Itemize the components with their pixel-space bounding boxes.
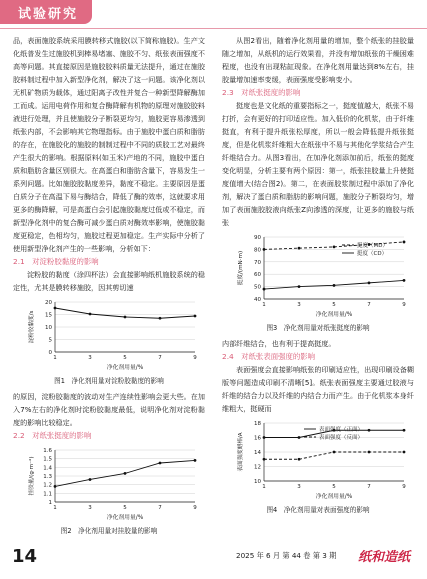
x-axis-label: 净化剂用量/%	[315, 312, 353, 318]
section-tab	[0, 0, 92, 24]
x-tick-label: 9	[193, 505, 197, 511]
data-point	[263, 248, 266, 251]
data-point	[333, 284, 336, 287]
issue-info: 2025 年 6 月 第 44 卷 第 3 期	[236, 551, 337, 560]
y-axis-label: 挂胶量/(g·m⁻²)	[29, 456, 35, 496]
x-tick-label: 3	[88, 355, 92, 361]
y-tick-label: 15	[45, 312, 52, 319]
y-tick-label: 60	[254, 272, 261, 279]
left-paragraph-3: 的原因，淀粉胶黏度的波动对生产连续性影响会更大些。在加入7%左右的净化剂时淀粉胶黏度最低，说明净化剂对淀粉黏度的影响比较稳定。	[13, 392, 205, 427]
y-tick-label: 40	[254, 297, 261, 303]
data-point	[403, 241, 406, 244]
x-tick-label: 7	[367, 484, 371, 490]
y-tick-label: 20	[45, 300, 52, 306]
x-axis-label: 净化剂用量/%	[315, 494, 353, 500]
x-tick-label: 9	[402, 302, 406, 308]
y-tick-label: 12	[254, 464, 261, 471]
x-tick-label: 7	[158, 505, 162, 511]
data-point	[54, 307, 57, 310]
x-tick-label: 9	[402, 484, 406, 490]
x-tick-label: 7	[158, 355, 162, 361]
page-footer	[0, 540, 427, 579]
y-tick-label: 1.2	[43, 482, 52, 489]
right-column	[222, 34, 414, 519]
legend-label: 表面强度（反面）	[319, 435, 364, 441]
left-column	[13, 34, 205, 540]
y-tick-label: 5	[48, 337, 52, 344]
y-tick-label: 10	[254, 479, 261, 485]
y-tick-label: 90	[254, 235, 261, 241]
section-title: 试验研究	[18, 7, 79, 22]
left-paragraph-2: 淀粉胶的黏度（涂四杯法）会直接影响纸机施胶系统的稳定性，尤其是膜转移施胶，因其剪切速	[13, 270, 205, 292]
chart-coating-weight	[13, 444, 205, 522]
figure-4-caption: 图4 净化剂用量对表面强度的影响	[266, 506, 370, 514]
figure-2-caption: 图2 净化剂用量对挂胶量的影响	[60, 527, 158, 535]
y-axis-label: 挺度/(mN·m)	[238, 250, 244, 286]
data-point	[194, 459, 197, 462]
heading-2-4: 2.4 对纸张表面强度的影响	[222, 352, 316, 361]
data-point	[298, 285, 301, 288]
x-axis-label: 净化剂用量/%	[106, 515, 144, 521]
y-tick-label: 1.1	[43, 491, 52, 498]
x-tick-label: 5	[332, 484, 336, 490]
data-point	[403, 451, 406, 454]
data-point	[54, 485, 57, 488]
right-paragraph-3: 内部纤维结合，也有利于提高挺度。	[222, 339, 336, 348]
x-tick-label: 5	[123, 355, 127, 361]
data-point	[333, 451, 336, 454]
chart-stiffness	[222, 231, 414, 319]
data-point	[368, 281, 371, 284]
figure-1-caption: 图1 净化剂用量对淀粉胶黏度的影响	[54, 377, 164, 385]
data-point	[298, 247, 301, 250]
legend-label: 表面强度（正面）	[319, 427, 364, 433]
data-point	[89, 313, 92, 316]
y-tick-label: 50	[254, 284, 261, 291]
journal-logo: 纸和造纸	[358, 550, 411, 565]
data-point	[124, 472, 127, 475]
x-tick-label: 5	[123, 505, 127, 511]
data-point	[333, 246, 336, 249]
legend-label: 挺度（MD）	[357, 243, 388, 249]
y-tick-label: 70	[254, 259, 261, 266]
data-point	[263, 288, 266, 291]
heading-2-1: 2.1 对淀粉胶黏度的影响	[13, 257, 99, 266]
figure-4	[222, 417, 414, 516]
left-paragraph-1: 品，表面施胶系统采用膜转移式施胶(以下简称施胶)。生产文化纸普发生过施胶机到棒易堵塞、施胶不匀、纸张表面强度不高等问题。其直接原因是施胶胶料质量无法提升，通过在施胶胶料制过程中加入新型净化剂，解决了这一问题。该净化剂以无机矿物质为载体，通过阳离子改性并复合一种新型降解酶加工而成。运用电荷作用和复合酶降解有机物的原理对施胶胶料液进行处理，并且使施胶分子断裂更均匀，施胶更容易渗透到纸张内部，不会影响其它物理指标。由于施胶中蛋白质和脂肪的存在，在施胶化的施胶的制制过程中不同的质胶工艺对最终产生很大的影响。根据原料(如玉米)产地的不同，施胶中蛋白质和脂肪含量区别很大。在高蛋白和脂肪含量下，容易发生一系列问题。比如施胶胶黏度差异，黏度不稳定。主要原因是蛋白质分子在高温下易与酶结合，降低了酶的效率，这就要求用更多的酶降解，可是高蛋白会引起施胶黏度过低或不稳定，而新型净化剂中的复合酶可减少蛋白质对酶效率影响，使施胶黏度更稳定，色相均匀，施胶过程更加稳定。生产实际中分析了使用新型净化剂产生的一些影响，分析如下：	[13, 36, 205, 253]
x-tick-label: 1	[262, 302, 266, 308]
data-point	[368, 451, 371, 454]
chart-viscosity	[13, 296, 205, 372]
data-point	[263, 458, 266, 461]
legend-label: 挺度（CD）	[357, 251, 388, 257]
x-tick-label: 3	[88, 505, 92, 511]
data-point	[124, 316, 127, 319]
y-axis-label: 淀粉胶黏度/s	[29, 310, 35, 344]
x-tick-label: 3	[297, 302, 301, 308]
y-tick-label: 16	[254, 435, 261, 442]
y-tick-label: 0	[48, 350, 52, 356]
chart-surface-strength	[222, 417, 414, 501]
data-point	[403, 279, 406, 282]
y-tick-label: 10	[45, 325, 52, 331]
x-tick-label: 1	[53, 355, 57, 361]
y-tick-label: 1.3	[43, 474, 52, 480]
figure-1	[13, 296, 205, 387]
x-tick-label: 1	[53, 505, 57, 511]
x-axis-label: 净化剂用量/%	[106, 365, 144, 371]
heading-2-2: 2.2 对纸张挺度的影响	[13, 431, 92, 440]
figure-3-caption: 图3 净化剂用量对纸张挺度的影响	[266, 324, 370, 332]
y-tick-label: 14	[254, 450, 261, 456]
right-paragraph-4: 表面强度会直接影响纸张的印刷适应性，出现印刷设备糊版等问题造成印刷不清晰[5]。纸张表面强度主要通过胶液与纤维的结合力以及纤维的内结合力而产生。由于化机浆本身纤维粗大，挺硬而	[222, 365, 414, 413]
y-tick-label: 18	[254, 421, 261, 427]
x-tick-label: 1	[262, 484, 266, 490]
header-divider	[0, 28, 427, 29]
data-point	[263, 436, 266, 439]
x-tick-label: 5	[332, 302, 336, 308]
y-tick-label: 1.5	[43, 456, 52, 463]
data-point	[89, 478, 92, 481]
y-tick-label: 80	[254, 247, 261, 254]
figure-2	[13, 444, 205, 537]
right-paragraph-1: 从图2看出，随着净化剂用量的增加，整个纸张的挂胶量随之增加，从纸机的运行效果看，并没有增加纸张的干燥困难程度，也没有出现粘缸现象。在净化剂用量达到8%左右，挂胶量增加速率变缓，表面强度受影响变小。	[222, 36, 414, 84]
figure-3	[222, 231, 414, 334]
data-point	[368, 429, 371, 432]
y-tick-label: 1	[48, 500, 52, 506]
data-point	[159, 462, 162, 465]
y-tick-label: 1.6	[43, 448, 52, 454]
x-tick-label: 9	[193, 355, 197, 361]
data-point	[298, 458, 301, 461]
y-tick-label: 1.4	[43, 465, 52, 472]
page-number: 14	[12, 546, 38, 567]
data-point	[159, 317, 162, 320]
right-paragraph-2: 挺度也是文化纸的重要指标之一，挺度值越大，纸张不易打折，会有更好的打印适应性。加入低价的化机浆，由于纤维挺直，有利于提升纸张松厚度，所以一般会降低提升纸张挺度，但是化机浆纤维粗大在纸张中不易与其他化学浆结合产生纤维结合力。从图3看出，在加净化剂添加前后，纸张的挺度变化明显，分析主要有两个原因：第一，纸张挂胶量上升使挺度值增大(结合图2)。第二，在表面胶浆制过程中添加了净化剂，解决了蛋白质和脂肪的影响问题，施胶分子断裂均匀，增加了表面施胶胶液向纸张Z向渗透的深度，让更多的施胶与纸张	[222, 101, 414, 227]
heading-2-3: 2.3 对纸张挺度的影响	[222, 88, 301, 97]
data-point	[403, 429, 406, 432]
data-point	[194, 315, 197, 318]
data-point	[298, 436, 301, 439]
x-tick-label: 7	[367, 302, 371, 308]
x-tick-label: 3	[297, 484, 301, 490]
y-axis-label: 表面强度蜡棒/A	[238, 432, 244, 472]
